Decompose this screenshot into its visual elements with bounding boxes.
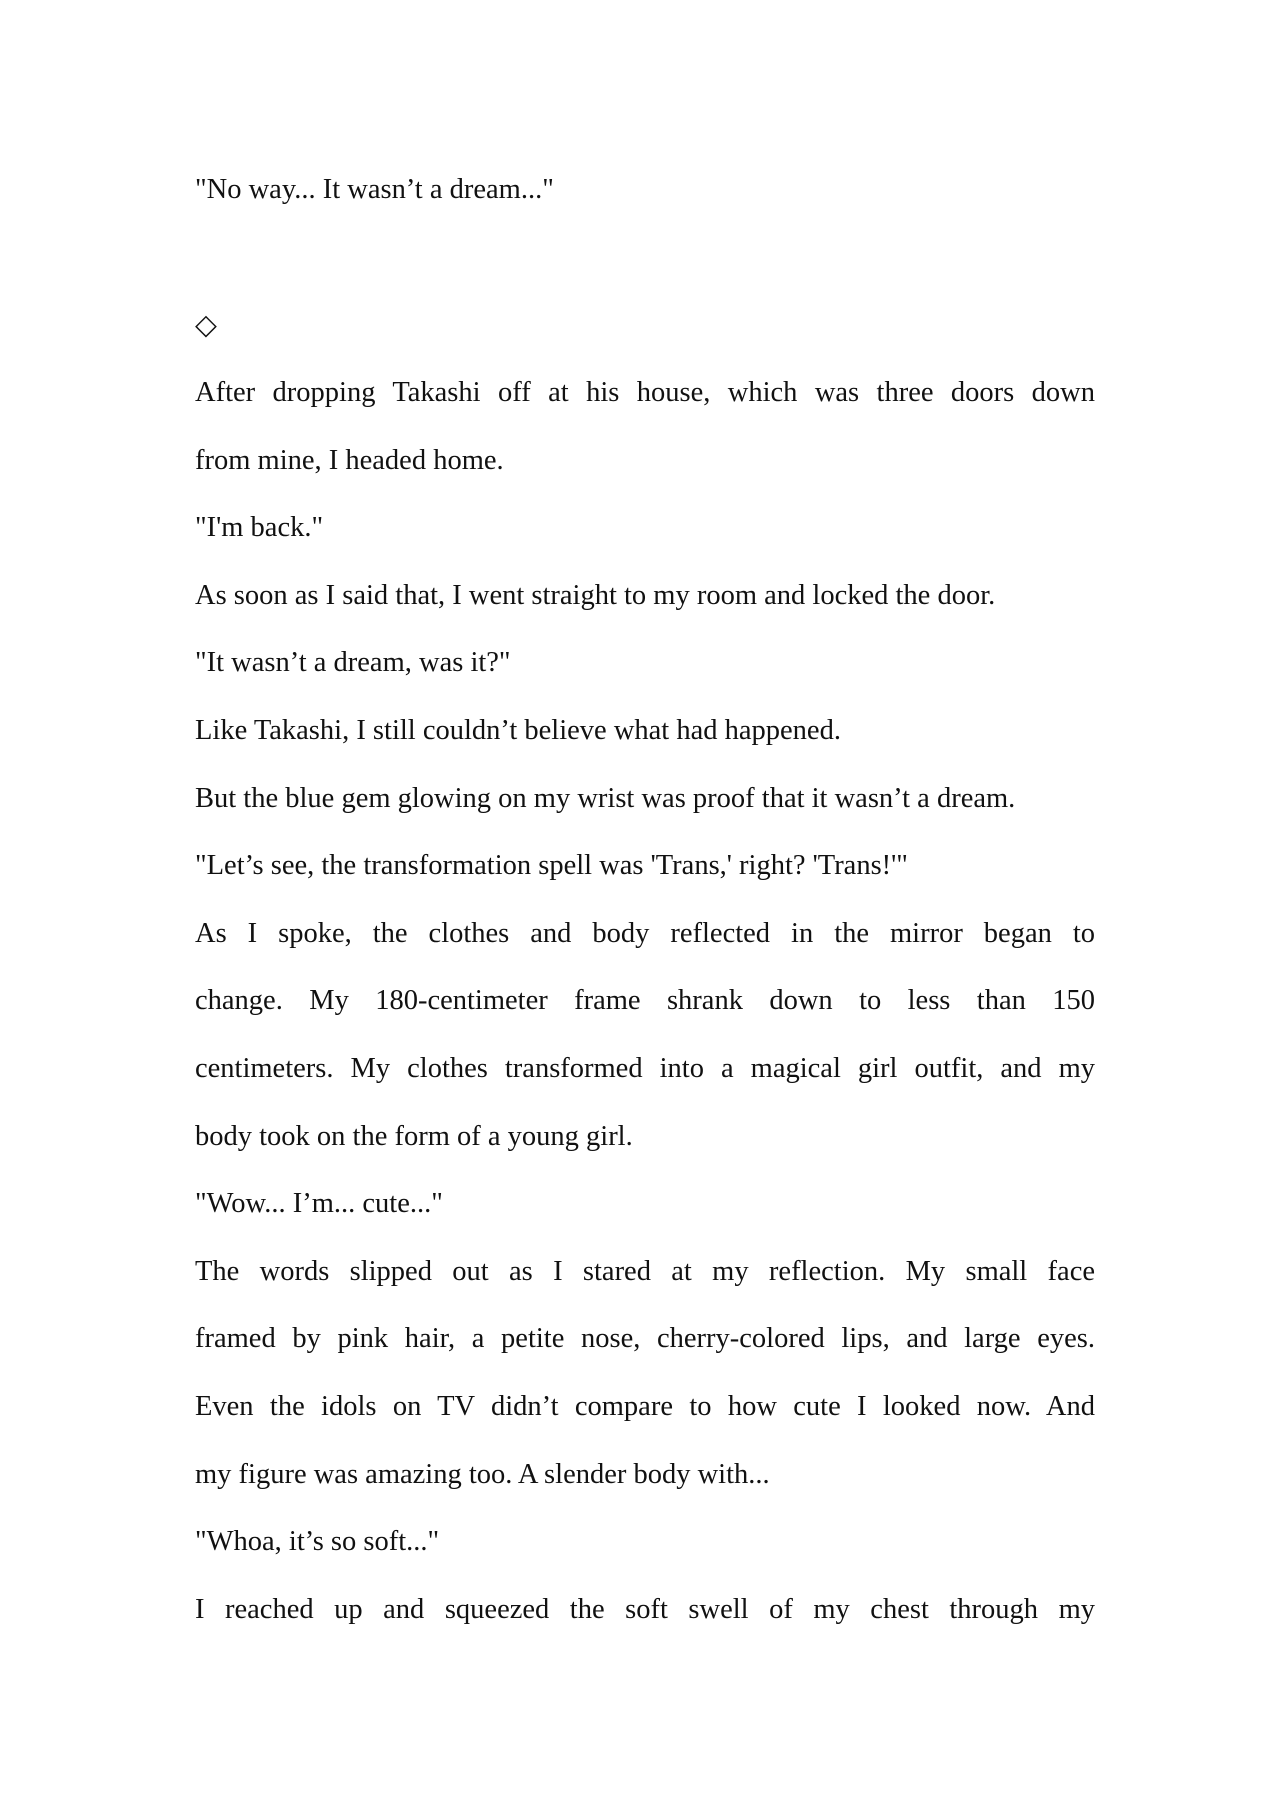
text-line: Like Takashi, I still couldn’t believe what had happened.: [195, 715, 841, 746]
text-line: "I'm back.": [195, 512, 324, 544]
text-line: framed by pink hair, a petite nose, cherry-colored lips, and large eyes.: [195, 1323, 1095, 1355]
text-line: body took on the form of a young girl.: [195, 1120, 633, 1152]
text-line: The words slipped out as I stared at my reflection. My small face: [195, 1255, 1095, 1287]
text-line: change. My 180-centimeter frame shrank down to less than 150: [195, 985, 1095, 1017]
text-line: from mine, I headed home.: [195, 444, 504, 476]
text-line: "Wow... I’m... cute...": [195, 1188, 443, 1220]
text-line: my figure was amazing too. A slender body with...: [195, 1458, 770, 1490]
text-line: "Whoa, it’s so soft...": [195, 1526, 440, 1558]
text-line: But the blue gem glowing on my wrist was proof that it wasn’t a dream.: [195, 782, 1016, 814]
text-line: Even the idols on TV didn’t compare to how cute I looked now. And: [195, 1391, 1095, 1422]
scene-break-diamond-icon: ◇: [195, 310, 217, 341]
opening-dialogue: "No way... It wasn’t a dream...": [195, 174, 554, 205]
text-line: centimeters. My clothes transformed into a magical girl outfit, and my: [195, 1053, 1095, 1084]
text-line: "Let’s see, the transformation spell was 'Trans,' right? 'Trans!'": [195, 850, 908, 882]
text-line: As I spoke, the clothes and body reflected in the mirror began to: [195, 917, 1095, 949]
text-line: I reached up and squeezed the soft swell of my chest through my: [195, 1593, 1095, 1625]
text-line: As soon as I said that, I went straight to my room and locked the door.: [195, 579, 996, 611]
text-line: After dropping Takashi off at his house, which was three doors down: [195, 377, 1095, 408]
text-line: "It wasn’t a dream, was it?": [195, 647, 511, 679]
